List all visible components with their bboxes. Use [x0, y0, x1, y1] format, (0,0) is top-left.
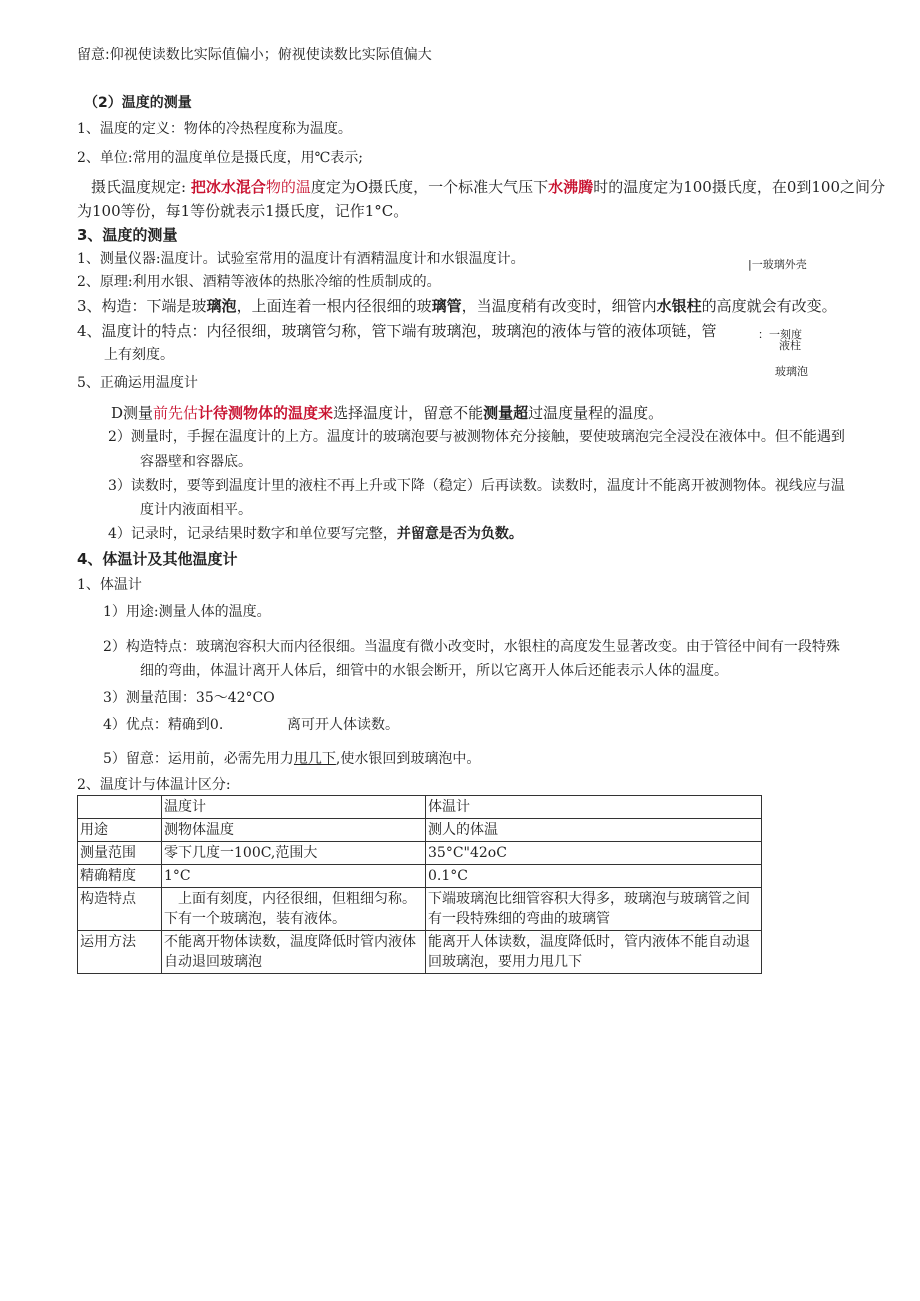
glass-bulb-label: 玻璃泡 — [775, 365, 808, 378]
table-row — [78, 888, 762, 931]
temperature-definition: 1、温度的定义：物体的冷热程度称为温度。 — [77, 121, 352, 137]
difference-title: 2、温度计与体温计区分: — [77, 777, 231, 793]
clinical-structure-line1: 2）构造特点：玻璃泡容积大而内径很细。当温度有微小改变时，水银柱的高度发生显著改变。由于管径中间有一段特殊 — [103, 639, 840, 655]
clinical-note: 5）留意：运用前，必需先用力甩几下,使水银回到玻璃泡中。 — [103, 751, 481, 767]
table-cell: 能离开人体读数，温度降低时，管内液体不能自动退回玻璃泡，要用力甩几下 — [426, 931, 762, 974]
celsius-definition-line2: 为100等份，每1等份就表示1摄氏度，记作1°C。 — [77, 202, 409, 220]
celsius-definition-line1: 摄氏温度规定: 把冰水混合物的温度定为O摄氏度，一个标准大气压下水沸腾时的温度定为100摄氏度，在0到100之间分 — [91, 178, 885, 196]
table-row — [78, 931, 762, 974]
usage-step-3-line2: 度计内液面相平。 — [140, 502, 252, 518]
table-cell: 构造特点 — [78, 888, 162, 931]
section-4-title: 4、体温计及其他温度计 — [77, 550, 238, 568]
section-3-title: 3、温度的测量 — [77, 226, 178, 244]
principle-line: 2、原理:利用水银、酒精等液体的热胀冷缩的性质制成的。 — [77, 274, 441, 290]
table-cell: 1°C — [162, 865, 426, 888]
table-cell: 零下几度一100C,范围大 — [162, 842, 426, 865]
scale-label: ：一刻度 — [758, 328, 802, 341]
table-cell: 运用方法 — [78, 931, 162, 974]
table-row — [78, 865, 762, 888]
clinical-structure-line2: 细的弯曲，体温计离开人体后，细管中的水银会断开，所以它离开人体后还能表示人体的温度。 — [140, 663, 728, 679]
table-cell: 下端玻璃泡比细管容积大得多，玻璃泡与玻璃管之间有一段特殊细的弯曲的玻璃管 — [426, 888, 762, 931]
structure-line: 3、构造：下端是玻璃泡，上面连着一根内径很细的玻璃管，当温度稍有改变时，细管内水银柱的高度就会有改变。 — [77, 297, 837, 315]
table-cell: 精确精度 — [78, 865, 162, 888]
clinical-range: 3）测量范围：35～42°CO — [103, 690, 275, 706]
table-cell: 35°C"42oC — [426, 842, 762, 865]
clinical-advantage-b: 离可开人体读数。 — [287, 717, 399, 733]
table-cell: 测人的体温 — [426, 819, 762, 842]
liquid-column-label: 液柱 — [779, 339, 801, 352]
table-row — [78, 819, 762, 842]
clinical-thermometer-title: 1、体温计 — [77, 577, 142, 593]
glass-shell-label: |一玻璃外壳 — [748, 258, 807, 271]
table-cell: 0.1°C — [426, 865, 762, 888]
clinical-use: 1）用途:测量人体的温度。 — [103, 604, 271, 620]
clinical-advantage-a: 4）优点：精确到0. — [103, 717, 224, 733]
table-row — [78, 842, 762, 865]
table-cell: 测物体温度 — [162, 819, 426, 842]
table-cell: 不能离开物体读数，温度降低时管内液体自动退回玻璃泡 — [162, 931, 426, 974]
table-header-cell — [78, 796, 162, 819]
feature-line1: 4、温度计的特点：内径很细，玻璃管匀称，管下端有玻璃泡，玻璃泡的液体与管的液体项链，管 — [77, 322, 717, 340]
section-2-title: （2）温度的测量 — [84, 95, 192, 111]
temperature-unit: 2、单位:常用的温度单位是摄氏度，用℃表示; — [77, 150, 364, 166]
usage-title: 5、正确运用温度计 — [77, 375, 198, 391]
usage-step-2-line2: 容器壁和容器底。 — [140, 454, 252, 470]
usage-step-2-line1: 2）测量时，手握在温度计的上方。温度计的玻璃泡要与被测物体充分接触，要使玻璃泡完全浸没在液体中。但不能遇到 — [108, 429, 845, 445]
table-header-cell: 体温计 — [426, 796, 762, 819]
table-cell: 上面有刻度，内径很细，但粗细匀称。下有一个玻璃泡，装有液体。 — [162, 888, 426, 931]
usage-step-4: 4）记录时，记录结果时数字和单位要写完整，并留意是否为负数。 — [108, 526, 523, 542]
table-cell: 测量范围 — [78, 842, 162, 865]
usage-step-1: D测量前先估计待测物体的温度来选择温度计，留意不能测量超过温度量程的温度。 — [111, 404, 664, 422]
table-header-row — [78, 796, 762, 819]
instrument-line: 1、测量仪器:温度计。试验室常用的温度计有酒精温度计和水银温度计。 — [77, 251, 525, 267]
feature-line2: 上有刻度。 — [104, 347, 174, 363]
comparison-table — [77, 795, 762, 974]
usage-step-3-line1: 3）读数时，要等到温度计里的液柱不再上升或下降（稳定）后再读数。读数时，温度计不能离开被测物体。视线应与温 — [108, 478, 845, 494]
table-cell: 用途 — [78, 819, 162, 842]
reading-note: 留意:仰视使读数比实际值偏小；俯视使读数比实际值偏大 — [77, 47, 432, 63]
table-header-cell: 温度计 — [162, 796, 426, 819]
